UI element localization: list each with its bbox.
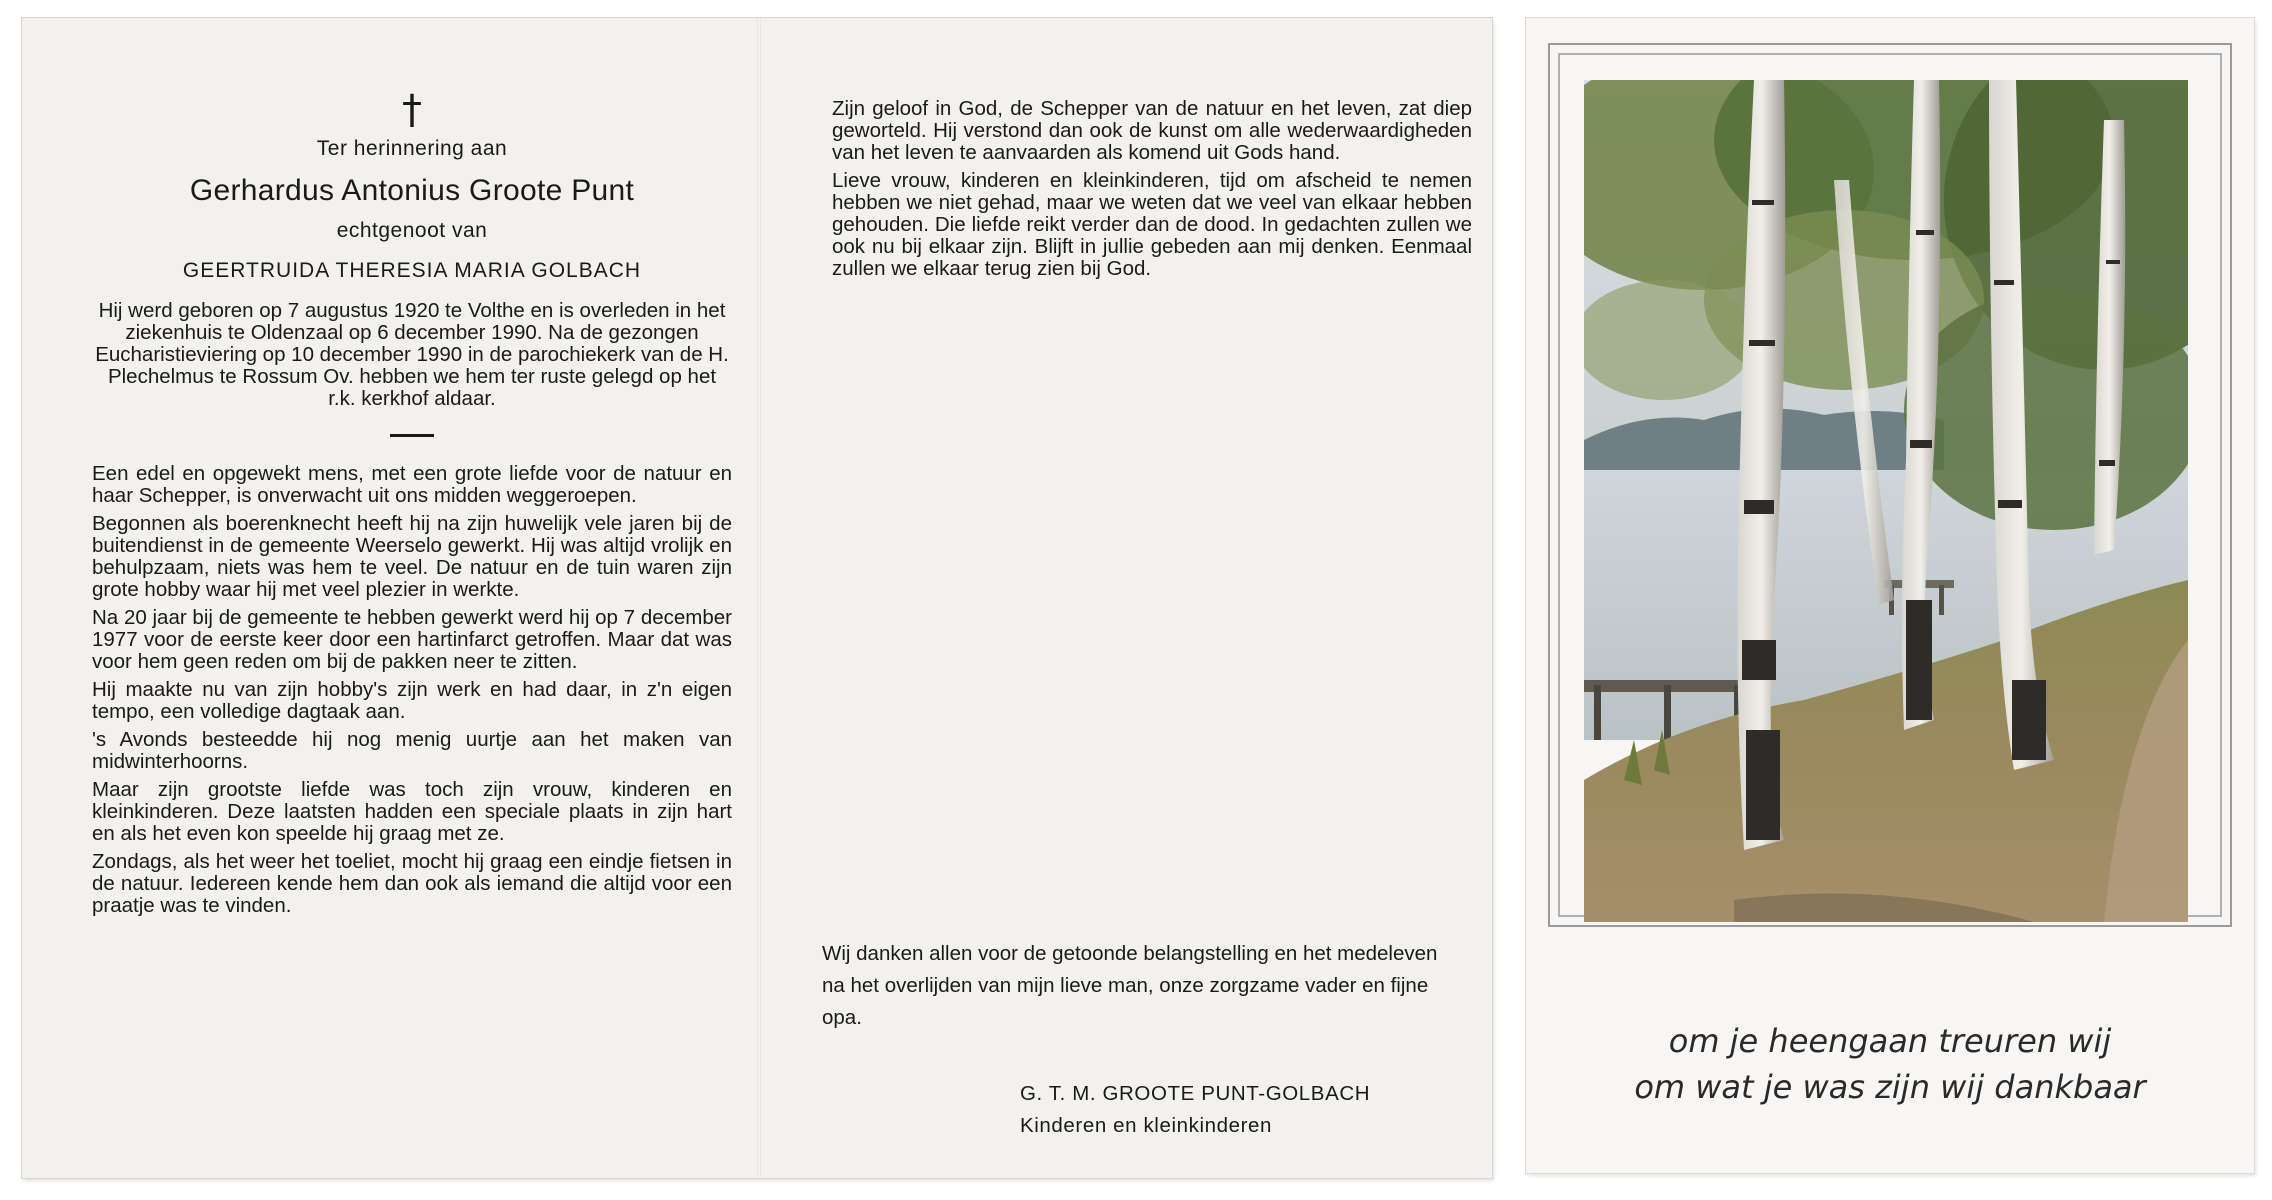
spouse-label: echtgenoot van bbox=[336, 219, 488, 242]
life-paragraph: Begonnen als boerenknecht heeft hij na zijn huwelijk vele jaren bij de buitendienst in de gemeente Weerselo gewerkt. Hij was altijd vrolijk en behulpzaam, niets was hem te veel. De natuur en de tuin waren zijn grote hobby waar hij met veel plezier in werkte. bbox=[92, 512, 732, 601]
life-paragraph: Zondags, als het weer het toeliet, mocht hij graag een eindje fietsen in de natuur. Iedereen kende hem dan ook als iemand die altijd voor een praatje was te vinden. bbox=[92, 850, 732, 917]
cross-icon: † bbox=[402, 87, 422, 133]
in-memory-label: Ter herinnering aan bbox=[316, 137, 508, 160]
signature-block bbox=[1020, 1078, 1370, 1142]
memorial-card-front bbox=[1526, 18, 2254, 1173]
life-paragraph: Hij maakte nu van zijn hobby's zijn werk en had daar, in z'n eigen tempo, een volledige dagtaak aan. bbox=[92, 678, 732, 723]
faith-paragraph: Zijn geloof in God, de Schepper van de natuur en het leven, zat diep geworteld. Hij verstond dan ook de kunst om alle wederwaardigheden van het leven te aanvaarden als komend uit Gods hand. bbox=[832, 97, 1472, 164]
biography-summary: Hij werd geboren op 7 augustus 1920 te Volthe en is overleden in het ziekenhuis te Oldenzaal op 6 december 1990. Na de gezongen Eucharistieviering op 10 december 1990 in de parochiekerk van de H. Plechelmus te Rossum Ov. hebben we hem ter ruste gelegd op het r.k. kerkhof aldaar. bbox=[95, 299, 729, 410]
thanks-message: Wij danken allen voor de getoonde belangstelling en het medeleven na het overlijden van mijn lieve man, onze zorgzame vader en fijne opa. bbox=[822, 942, 1438, 1029]
signature-family: Kinderen en kleinkinderen bbox=[1020, 1114, 1273, 1137]
lake-birch-photo bbox=[1584, 80, 2188, 922]
farewell-paragraph: Lieve vrouw, kinderen en kleinkinderen, tijd om afscheid te nemen hebben we niet gehad, maar we weten dat we veel van elkaar hebben gehouden. Die liefde reikt verder dan de dood. In gedachten zullen we ook nu bij elkaar zijn. Blijft in jullie gebeden aan mij denken. Eenmaal zullen we elkaar terug zien bij God. bbox=[832, 169, 1472, 280]
memorial-caption bbox=[1526, 1018, 2254, 1110]
caption-line-1: om je heengaan treuren wij bbox=[1668, 1022, 2112, 1060]
signature-name: G. T. M. GROOTE PUNT-GOLBACH bbox=[1020, 1082, 1371, 1105]
section-divider bbox=[390, 434, 434, 437]
life-paragraph: 's Avonds besteedde hij nog menig uurtje aan het maken van midwinterhoorns. bbox=[92, 728, 732, 773]
card-fold bbox=[757, 18, 761, 1178]
page-one bbox=[92, 88, 732, 1148]
memorial-card-inside bbox=[22, 18, 1492, 1178]
life-paragraph: Na 20 jaar bij de gemeente te hebben gewerkt werd hij op 7 december 1977 voor de eerste keer door een hartinfarct getroffen. Maar dat was voor hem geen reden om bij de pakken neer te zitten. bbox=[92, 606, 732, 673]
life-paragraph: Een edel en opgewekt mens, met een grote liefde voor de natuur en haar Schepper, is onverwacht uit ons midden weggeroepen. bbox=[92, 462, 732, 507]
caption-line-2: om wat je was zijn wij dankbaar bbox=[1634, 1068, 2146, 1106]
spouse-name: GEERTRUIDA THERESIA MARIA GOLBACH bbox=[182, 259, 642, 282]
deceased-name: Gerhardus Antonius Groote Punt bbox=[189, 174, 635, 207]
page-two bbox=[832, 98, 1472, 286]
life-paragraph: Maar zijn grootste liefde was toch zijn vrouw, kinderen en kleinkinderen. Deze laatsten hadden een speciale plaats in zijn hart en als het even kon speelde hij graag met ze. bbox=[92, 778, 732, 845]
